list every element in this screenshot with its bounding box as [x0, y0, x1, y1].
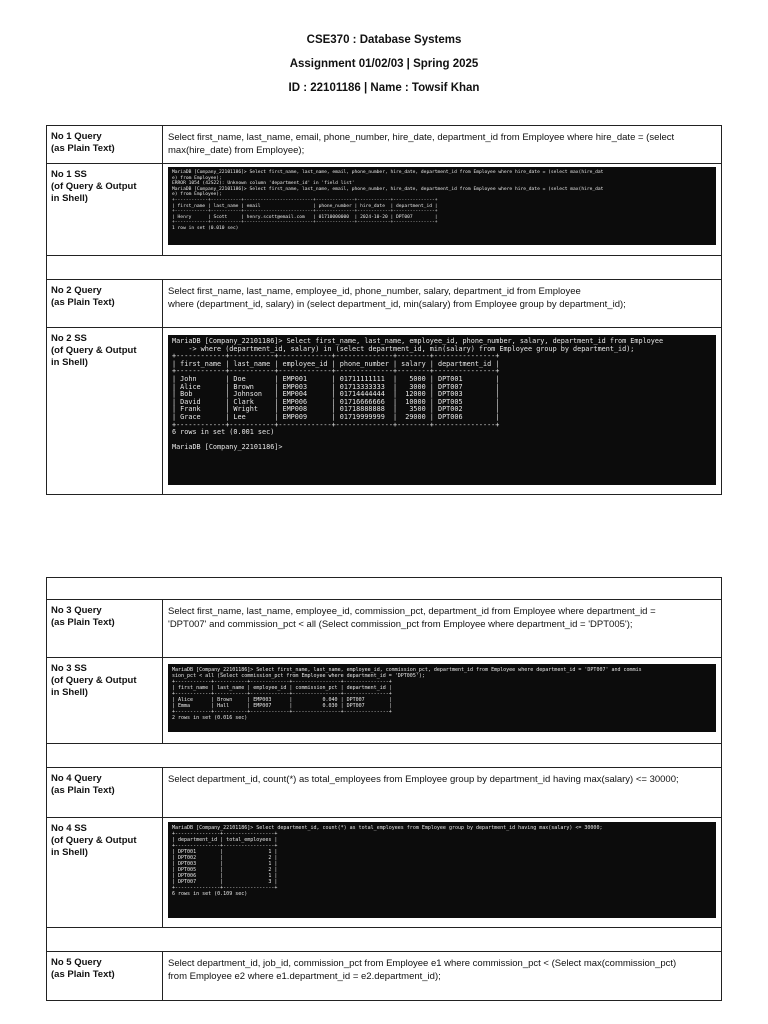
student-info: ID : 22101186 | Name : Towsif Khan — [288, 82, 480, 94]
row-label: No 2 Query (as Plain Text) — [47, 280, 163, 327]
row-label: No 5 Query (as Plain Text) — [47, 952, 163, 1000]
query-text: Select first_name, last_name, email, phone_number, hire_date, department_id from Employee where hire_date = (select max(hire_date) from Employee); — [168, 132, 675, 156]
table-row — [47, 328, 721, 494]
screenshot-cell — [163, 164, 721, 255]
table-row — [47, 818, 721, 928]
query-text: Select department_id, job_id, commission_pct from Employee e1 where commission_pct < (Select max(commission_pct) from Employee e2 where e1.department_id = e2.department_id); — [168, 958, 677, 982]
answers-table-2 — [46, 577, 722, 1001]
screenshot-cell — [163, 818, 721, 927]
query-text: Select first_name, last_name, employee_id, commission_pct, department_id from Employee where department_id = 'DPT007' and commission_pct < all (Select commission_pct from Employee where department_id = 'DPT005'); — [168, 606, 656, 630]
table-row — [47, 952, 721, 1000]
blank-cell — [47, 578, 721, 599]
row-label: No 3 SS (of Query & Output in Shell) — [47, 658, 163, 743]
blank-cell — [47, 928, 721, 951]
table-row — [47, 928, 721, 952]
screenshot-cell — [163, 328, 721, 494]
table-row — [47, 280, 721, 328]
row-label: No 3 Query (as Plain Text) — [47, 600, 163, 657]
shell-output: MariaDB [Company_22101186]> Select first_name, last_name, email, phone_number, hire_date, department_id from Employee where hire_date = (select max(hire_dat e) from Employee); ERROR 1054 (42S22): Unknown column 'department_id' in 'field list' MariaDB [Company_22101186]> Select first_name, last_name, email, phone_number, hire_date, department_id from Employee where hire_date = (select max(hire_dat e) from Employee); +------------+-----------+-------------------------+--------------+------------+---------------+ | first_name | last_name | email | phone_number | hire_date | department_id | +------------+-----------+-------------------------+--------------+------------+---------------+ | Henry | Scott | henry.scott@email.com | 01710000000 | 2024-10-20 | DPT007 | +------------+-----------+-------------------------+--------------+------------+---------------+ 1 row in set (0.010 sec) — [168, 167, 716, 245]
blank-cell — [47, 256, 721, 279]
table-row — [47, 658, 721, 744]
query-text: Select department_id, count(*) as total_employees from Employee group by department_id having max(salary) <= 30000; — [168, 774, 679, 785]
course-title: CSE370 : Database Systems — [306, 34, 462, 46]
screenshot-cell — [163, 658, 721, 743]
table-row — [47, 768, 721, 818]
table-row — [47, 578, 721, 600]
table-row — [47, 600, 721, 658]
row-label: No 4 SS (of Query & Output in Shell) — [47, 818, 163, 927]
row-label: No 1 SS (of Query & Output in Shell) — [47, 164, 163, 255]
row-label: No 2 SS (of Query & Output in Shell) — [47, 328, 163, 494]
query-text: Select first_name, last_name, employee_id, phone_number, salary, department_id from Employee where (department_id, salary) in (select department_id, min(salary) from Employee group by department_id); — [168, 286, 626, 310]
row-label: No 1 Query (as Plain Text) — [47, 126, 163, 163]
shell-output: MariaDB [Company_22101186]> Select department_id, count(*) as total_employees from Employee group by department_id having max(salary) <= 30000; +---------------+-----------------+ | department_id | total_employees | +---------------+-----------------+ | DPT001 | 1 | | DPT002 | 2 | | DPT003 | 1 | | DPT005 | 2 | | DPT006 | 1 | | DPT007 | 3 | +---------------+-----------------+ 6 rows in set (0.109 sec) — [168, 822, 716, 918]
table-row — [47, 256, 721, 280]
row-label: No 4 Query (as Plain Text) — [47, 768, 163, 817]
assignment-title: Assignment 01/02/03 | Spring 2025 — [289, 58, 479, 70]
answers-table-1 — [46, 125, 722, 495]
table-row — [47, 126, 721, 164]
shell-output: MariaDB [Company_22101186]> Select first_name, last_name, employee_id, phone_number, salary, department_id from Employee -> where (department_id, salary) in (select department_id, min(salary) from Employee group by department_id); +------------+-----------+-------------+--------------+--------+---------------+ | first_name | last_name | employee_id | phone_number | salary | department_id | +------------+-----------+-------------+--------------+--------+---------------+ | John | Doe | EMP001 | 01711111111 | 5000 | DPT001 | | Alice | Brown | EMP003 | 01713333333 | 3000 | DPT007 | | Bob | Johnson | EMP004 | 01714444444 | 12000 | DPT003 | | David | Clark | EMP006 | 01716666666 | 10000 | DPT005 | | Frank | Wright | EMP008 | 01718888888 | 3500 | DPT002 | | Grace | Lee | EMP009 | 01719999999 | 29000 | DPT006 | +------------+-----------+-------------+--------------+--------+---------------+ 6 rows in set (0.001 sec) MariaDB [Company_22101186]> — [168, 335, 716, 485]
blank-cell — [47, 744, 721, 767]
table-row — [47, 164, 721, 256]
table-row — [47, 744, 721, 768]
shell-output: MariaDB [Company_22101186]> Select first_name, last_name, employee_id, commission_pct, department_id from Employee where department_id = 'DPT007' and commis sion_pct < all (Select commission_pct from Employee where department_id = 'DPT005'); +------------+-----------+-------------+----------------+---------------+ | first_name | last_name | employee_id | commission_pct | department_id | +------------+-----------+-------------+----------------+---------------+ | Alice | Brown | EMP003 | 0.040 | DPT007 | | Emma | Hall | EMP007 | 0.030 | DPT007 | +------------+-----------+-------------+----------------+---------------+ 2 rows in set (0.016 sec) — [168, 664, 716, 732]
